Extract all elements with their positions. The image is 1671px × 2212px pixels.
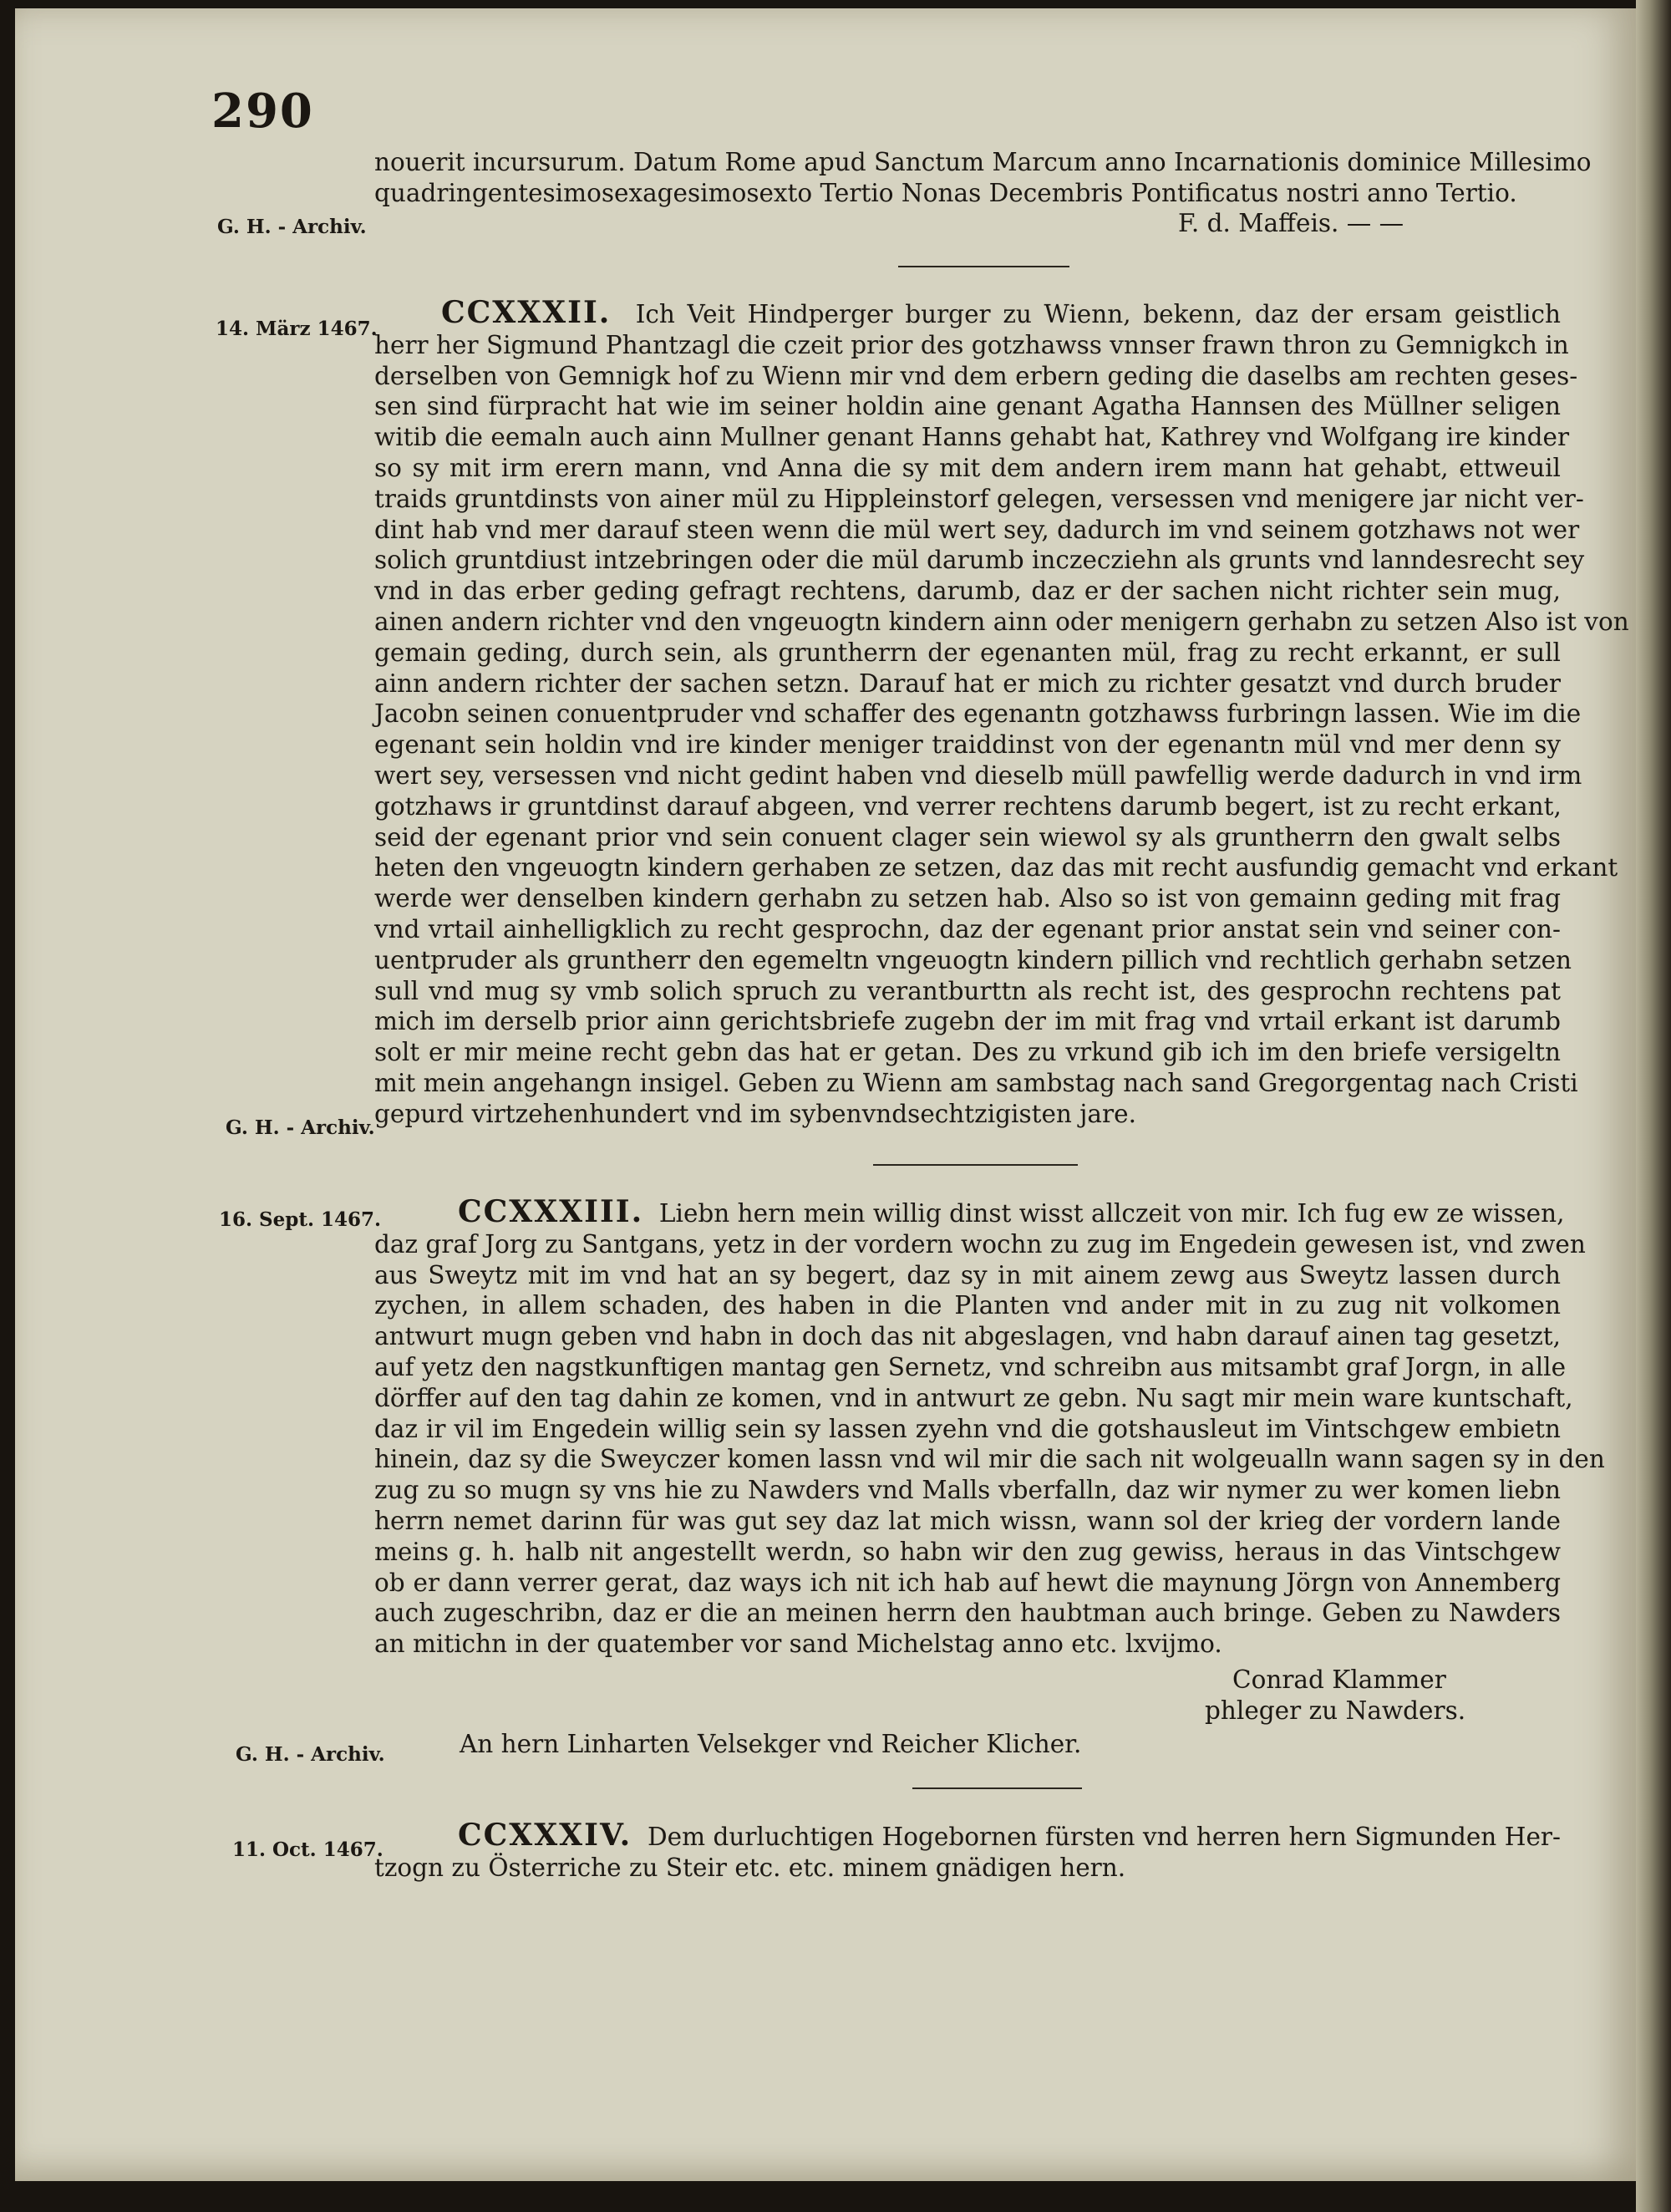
- doc-232-date: 14. März 1467.: [216, 318, 378, 340]
- archive-note-1: G. H. - Archiv.: [217, 216, 367, 238]
- text-line: daz ir vil im Engedein willig sein sy lassen zyehn vnd die gotshausleut im Vintschgew embietn: [374, 1414, 1561, 1443]
- text-line: herrn nemet darinn für was gut sey daz lat mich wissn, wann sol der krieg der vordern lande: [374, 1506, 1561, 1535]
- text-line: tzogn zu Österriche zu Steir etc. etc. minem gnädigen hern.: [374, 1853, 1126, 1882]
- text-line: derselben von Gemnigk hof zu Wienn mir vnd dem erbern geding die daselbs am rechten geses-: [374, 361, 1578, 390]
- text-line: aus Sweytz mit im vnd hat an sy begert, daz sy in mit ainem zewg aus Sweytz lassen durch: [374, 1260, 1561, 1289]
- text-line: traids gruntdinsts von ainer mül zu Hippleinstorf gelegen, versessen vnd menigere jar nicht ver-: [374, 484, 1584, 513]
- separator-rule-1: [898, 266, 1069, 267]
- text-line: so sy mit irm erern mann, vnd Anna die sy mit dem andern irem mann hat gehabt, ettweuil: [374, 453, 1561, 482]
- text-line: sull vnd mug sy vmb solich spruch zu verantburttn als recht ist, des gesprochn rechtens pat: [374, 976, 1561, 1005]
- doc-232-lines: [374, 330, 1629, 1130]
- doc-233-first-line: CCXXXIII. Liebn hern mein willig dinst wisst allczeit von mir. Ich fug ew ze wissen,: [458, 1194, 1565, 1229]
- doc-233-date: 16. Sept. 1467.: [219, 1208, 382, 1231]
- text-line: mich im derselb prior ainn gerichtsbriefe zugebn der im mit frag vnd vrtail erkant ist darumb: [374, 1007, 1561, 1036]
- text-line: auch zugeschribn, daz er die an meinen herrn den haubtman auch bringe. Geben zu Nawders: [374, 1599, 1561, 1628]
- text-line: dörffer auf den tag dahin ze komen, vnd in antwurt ze gebn. Nu sagt mir mein ware kuntschaft,: [374, 1383, 1573, 1412]
- text-line: heten den vngeuogtn kindern gerhaben ze setzen, daz das mit recht ausfundig gemacht vnd erkant: [374, 853, 1618, 882]
- doc-233-address: An hern Linharten Velsekger vnd Reicher Klicher.: [460, 1730, 1082, 1758]
- doc-233-signature-title: phleger zu Nawders.: [1205, 1696, 1466, 1725]
- doc-234-number: CCXXXIV.: [458, 1818, 632, 1853]
- doc-233-signature-name: Conrad Klammer: [1232, 1665, 1446, 1694]
- text-line: dint hab vnd mer darauf steen wenn die mül wert sey, dadurch im vnd seinem gotzhaws not wer: [374, 515, 1580, 544]
- text-line: nouerit incursurum. Datum Rome apud Sanctum Marcum anno Incarnationis dominice Millesimo: [374, 148, 1592, 176]
- page-number: 290: [211, 84, 314, 139]
- book-spine: [1636, 0, 1671, 2212]
- text-line: mit mein angehangn insigel. Geben zu Wienn am sambstag nach sand Gregorgentag nach Cristi: [374, 1068, 1578, 1097]
- text-line: zug zu so mugn sy vns hie zu Nawders vnd Malls vberfalln, daz wir nymer zu wer komen liebn: [374, 1476, 1561, 1505]
- text-line: solich gruntdiust intzebringen oder die mül darumb inczecziehn als grunts vnd lanndesrecht sey: [374, 546, 1585, 575]
- text-line: herr her Sigmund Phantzagl die czeit prior des gotzhawss vnnser frawn thron zu Gemnigkch in: [374, 330, 1569, 359]
- text-line: vnd in das erber geding gefragt rechtens, darumb, daz er der sachen nicht richter sein mug,: [374, 577, 1561, 606]
- text-line: zychen, in allem schaden, des haben in die Planten vnd ander mit in zu zug nit volkomen: [374, 1291, 1561, 1320]
- continuation-text: [374, 147, 1592, 209]
- doc-234-lines: [374, 1853, 1561, 1884]
- text-line: an mitichn in der quatember vor sand Michelstag anno etc. lxvijmo.: [374, 1630, 1222, 1659]
- text-line: quadringentesimosexagesimosexto Tertio Nonas Decembris Pontificatus nostri anno Tertio.: [374, 178, 1517, 207]
- text-line: auf yetz den nagstkunftigen mantag gen Sernetz, vnd schreibn aus mitsambt graf Jorgn, in alle: [374, 1352, 1567, 1381]
- text-line: wert sey, versessen vnd nicht gedint haben vnd dieselb müll pawfellig werde dadurch in vnd irm: [374, 760, 1582, 790]
- text-line: gepurd virtzehenhundert vnd im sybenvndsechtzigisten jare.: [374, 1099, 1136, 1128]
- text-line: antwurt mugn geben vnd habn in doch das nit abgeslagen, vnd habn darauf ainen tag gesetzt,: [374, 1322, 1561, 1351]
- text-line: ainn andern richter der sachen setzn. Darauf hat er mich zu richter gesatzt vnd durch bruder: [374, 669, 1561, 698]
- text-line: egenant sein holdin vnd ire kinder meniger traiddinst von der egenantn mül vnd mer denn sy: [374, 730, 1561, 760]
- doc-232-first-line: CCXXXII. Ich Veit Hindperger burger zu Wienn, bekenn, daz der ersam geistlich: [441, 295, 1561, 330]
- text-line: gemain geding, durch sein, als gruntherrn der egenanten mül, frag zu recht erkannt, er sull: [374, 638, 1561, 667]
- separator-rule-2: [873, 1164, 1078, 1166]
- separator-rule-3: [912, 1787, 1082, 1789]
- text-line: ob er dann verrer gerat, daz ways ich nit ich hab auf hewt die maynung Jörgn von Annemberg: [374, 1568, 1561, 1597]
- doc-232-number: CCXXXII.: [441, 295, 612, 330]
- archive-note-2: G. H. - Archiv.: [226, 1116, 375, 1139]
- text-line: uentpruder als gruntherr den egemeltn vngeuogtn kindern pillich vnd rechtlich gerhabn setzen: [374, 945, 1572, 974]
- text-line: hinein, daz sy die Sweyczer komen lassn vnd wil mir die sach nit wolgeualln wann sagen sy in den: [374, 1445, 1605, 1474]
- continuation-signature: F. d. Maffeis. — —: [1178, 209, 1404, 237]
- archive-note-3: G. H. - Archiv.: [236, 1743, 385, 1766]
- text-line: witib die eemaln auch ainn Mullner genant Hanns gehabt hat, Kathrey vnd Wolfgang ire kinder: [374, 423, 1570, 452]
- text-line: Jacobn seinen conuentpruder vnd schaffer des egenantn gotzhawss furbringn lassen. Wie im die: [374, 699, 1582, 729]
- doc-234-body: [374, 1820, 1561, 1884]
- doc-232-body: [374, 295, 1629, 1130]
- text-line: ainen andern richter vnd den vngeuogtn kindern ainn oder menigern gerhabn zu setzen Also ist von: [374, 607, 1629, 636]
- text-line: werde wer denselben kindern gerhabn zu setzen hab. Also so ist von gemainn geding mit frag: [374, 884, 1561, 913]
- doc-233-body: [374, 1194, 1605, 1660]
- doc-234-date: 11. Oct. 1467.: [232, 1838, 383, 1861]
- doc-233-lines: [374, 1229, 1605, 1660]
- text-line: gotzhaws ir gruntdinst darauf abgeen, vnd verrer rechtens darumb begert, ist zu recht erkant,: [374, 791, 1562, 821]
- text-line: vnd vrtail ainhelligklich zu recht gesprochn, daz der egenant prior anstat sein vnd seiner con-: [374, 914, 1561, 943]
- doc-234-first-line: CCXXXIV. Dem durluchtigen Hogebornen fürsten vnd herren hern Sigmunden Her-: [458, 1818, 1561, 1853]
- text-line: solt er mir meine recht gebn das hat er getan. Des zu vrkund gib ich im den briefe versigeltn: [374, 1038, 1561, 1067]
- text-line: sen sind fürpracht hat wie im seiner holdin aine genant Agatha Hannsen des Müllner seligen: [374, 392, 1561, 421]
- text-line: daz graf Jorg zu Santgans, yetz in der vordern wochn zu zug im Engedein gewesen ist, vnd zwen: [374, 1229, 1586, 1259]
- doc-233-number: CCXXXIII.: [458, 1194, 644, 1229]
- text-line: meins g. h. halb nit angestellt werdn, so habn wir den zug gewiss, heraus in das Vintschgew: [374, 1537, 1561, 1566]
- text-line: seid der egenant prior vnd sein conuent clager sein wiewol sy als gruntherrn den gwalt selbs: [374, 822, 1561, 852]
